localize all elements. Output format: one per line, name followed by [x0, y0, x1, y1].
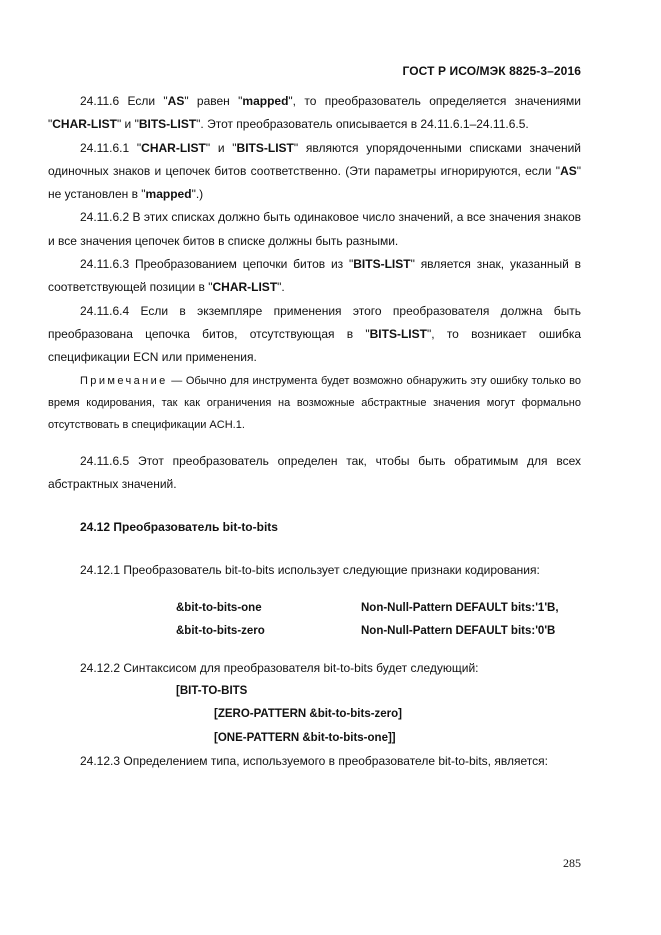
section-heading-24-12: 24.12 Преобразователь bit-to-bits — [80, 520, 278, 535]
document-body — [48, 90, 581, 773]
standard-header: ГОСТ Р ИСО/МЭК 8825-3–2016 — [402, 64, 581, 78]
note-text: — Обычно для инструмента будет возможно обнаружить эту ошибку только во время кодирования, так как ограничения на возможные абстрактные значения могут формально отсутствовать в спецификации ACH.1. — [48, 374, 581, 431]
paragraph-24-11-6-4: 24.11.6.4 Если в экземпляре применения этого преобразователя должна быть преобразована цепочка битов, отсутствующая в "BITS-LIST", то возникает ошибка спецификации ECN или применения. — [48, 303, 581, 365]
paragraph-24-11-6-5: 24.11.6.5 Этот преобразователь определен так, чтобы быть обратимым для всех абстрактных значений. — [48, 453, 581, 491]
syntax-line-2: [ZERO-PATTERN &bit-to-bits-zero] — [214, 708, 403, 721]
encoding-class-name: &bit-to-bits-one — [176, 601, 262, 614]
paragraph-24-12-1: 24.12.1 Преобразователь bit-to-bits использует следующие признаки кодирования: — [80, 563, 540, 578]
encoding-class-table — [48, 597, 581, 643]
encoding-class-type: Non-Null-Pattern DEFAULT bits:'1'B, — [361, 601, 559, 614]
encoding-class-row — [48, 620, 581, 643]
note-paragraph — [48, 370, 581, 436]
encoding-class-name: &bit-to-bits-zero — [176, 624, 265, 637]
note-label: Примечание — [80, 374, 168, 387]
encoding-class-row — [48, 597, 581, 620]
paragraph-24-11-6: 24.11.6 Если "AS" равен "mapped", то преобразователь определяется значениями "CHAR-LIST" и "BITS-LIST". Этот преобразователь описывается в 24.11.6.1–24.11.6.5. — [48, 94, 581, 132]
paragraph-24-11-6-1: 24.11.6.1 "CHAR-LIST" и "BITS-LIST" являются упорядоченными списками значений одиночных знаков и цепочек битов соответственно. (Эти параметры игнорируются, если "AS" не установлен в "mapped".) — [48, 140, 581, 202]
encoding-class-type: Non-Null-Pattern DEFAULT bits:'0'B — [361, 624, 556, 637]
paragraph-24-12-3: 24.12.3 Определением типа, используемого в преобразователе bit-to-bits, является: — [80, 753, 548, 768]
syntax-line-3: [ONE-PATTERN &bit-to-bits-one]] — [214, 731, 396, 744]
page-number: 285 — [563, 856, 581, 870]
paragraph-24-11-6-2: 24.11.6.2 В этих списках должно быть одинаковое число значений, а все значения знаков и все значения цепочек битов в списке должны быть разными. — [48, 210, 581, 248]
paragraph-24-12-2: 24.12.2 Синтаксисом для преобразователя bit-to-bits будет следующий: — [80, 660, 479, 675]
paragraph-24-11-6-3: 24.11.6.3 Преобразованием цепочки битов из "BITS-LIST" является знак, указанный в соответствующей позиции в "CHAR-LIST". — [48, 257, 582, 295]
syntax-line-1: [BIT-TO-BITS — [176, 685, 248, 698]
